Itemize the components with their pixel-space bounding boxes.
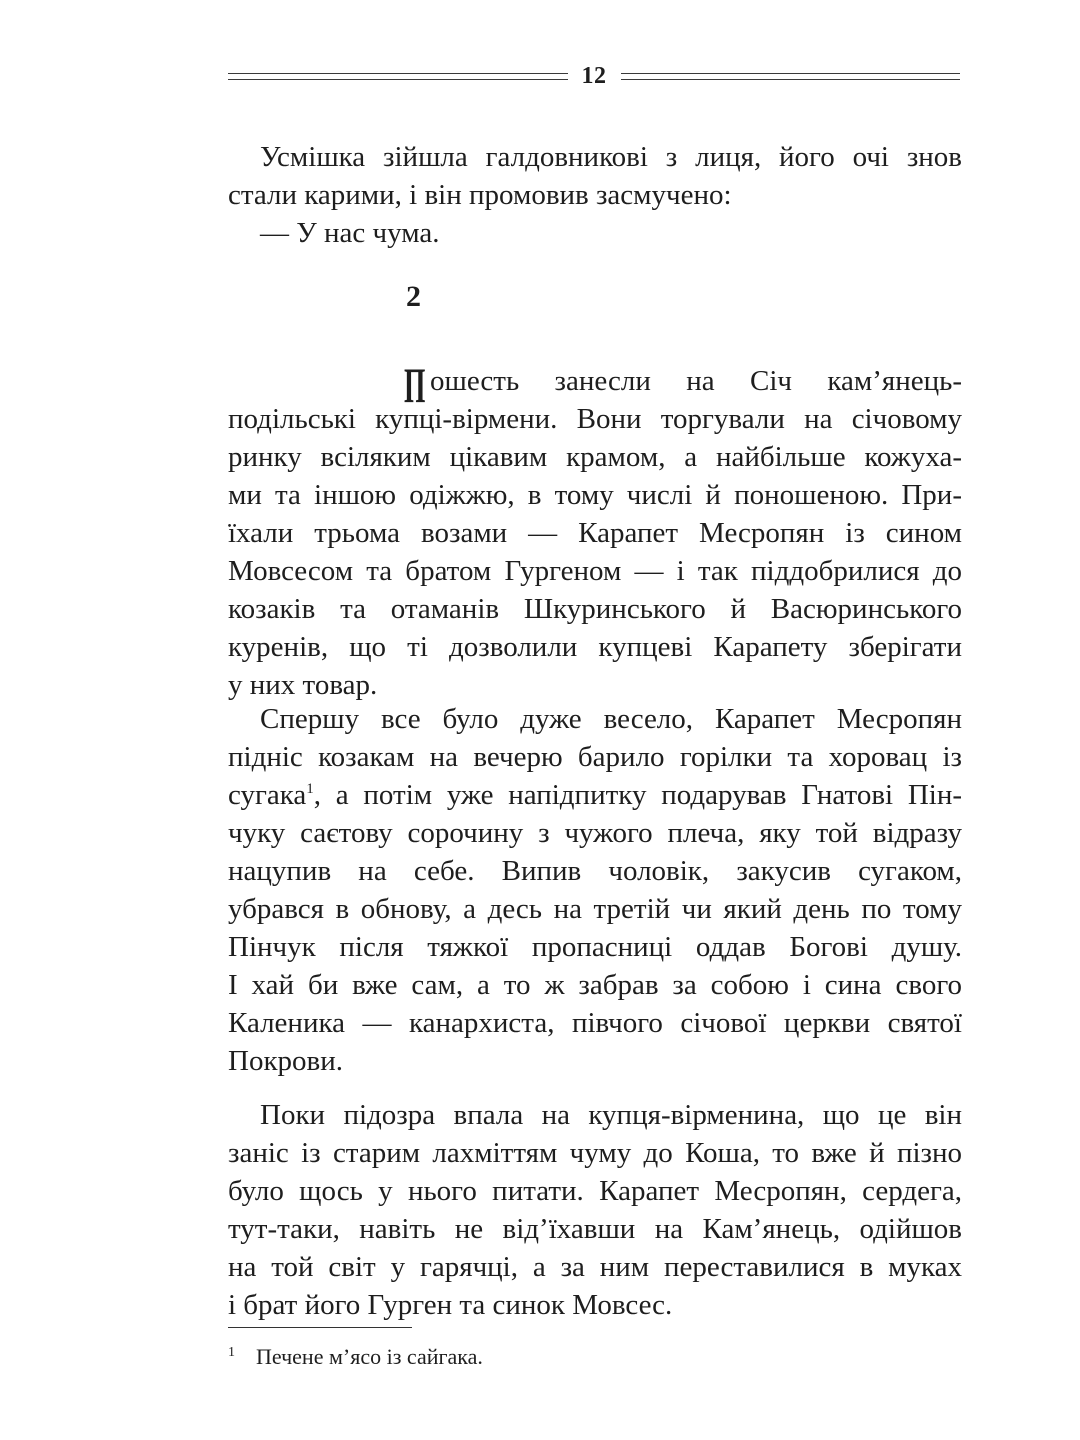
paragraph-3-line: Спершу все було дуже весело, Карапет Месропян (260, 703, 962, 735)
paragraph-3-line: убрався в обнову, а десь на третій чи який день по тому (228, 893, 962, 925)
drop-cap: П (404, 357, 426, 413)
paragraph-3-line: підніс козакам на вечерю барило горілки та хоровац із (228, 741, 962, 773)
paragraph-3-line: Пінчук після тяжкої пропасниці оддав Богові душу. (228, 931, 962, 963)
paragraph-2-line: куренів, що ті дозволили купцеві Карапету зберігати (228, 631, 962, 663)
paragraph-2-line: козаків та отаманів Шкуринського й Васюринського (228, 593, 962, 625)
paragraph-3-line: чуку саєтову сорочину з чужого плеча, яку той відразу (228, 817, 962, 849)
section-number: 2 (406, 280, 421, 313)
paragraph-1-line: Усмішка зійшла галдовникові з лиця, його очі знов (260, 141, 962, 173)
paragraph-2-line: ошесть занесли на Січ кам’янець- (430, 365, 962, 397)
footnote-marker: 1 (228, 1345, 235, 1360)
paragraph-4-line: і брат його Гурген та синок Мовсес. (228, 1289, 673, 1321)
paragraph-4-line: Поки підозра впала на купця-вірменина, що це він (260, 1099, 962, 1131)
footnote-text: Печене м’ясо із сайгака. (256, 1344, 483, 1369)
footnote (228, 1343, 483, 1371)
page-header (228, 58, 960, 94)
paragraph-4-line: тут-таки, навіть не від’їхавши на Кам’янець, одійшов (228, 1213, 962, 1245)
page-number: 12 (581, 62, 607, 89)
paragraph-2-line: їхали трьома возами — Карапет Месропян із сином (228, 517, 962, 549)
header-rule-left (228, 73, 568, 80)
paragraph-2-line: у них товар. (228, 669, 378, 701)
paragraph-3-line: Покрови. (228, 1045, 343, 1077)
footnote-divider (228, 1327, 412, 1328)
paragraph-4-line: на той світ у гарячці, а за ним переставилися в муках (228, 1251, 962, 1283)
paragraph-3-line-with-footnote (228, 776, 962, 814)
paragraph-2-line: Мовсесом та братом Гургеном — і так піддобрилися до (228, 555, 962, 587)
paragraph-1 (228, 138, 962, 252)
paragraph-4-line: було щось у нього питати. Карапет Месропян, сердега, (228, 1175, 962, 1207)
paragraph-3-text: сугака (228, 779, 307, 811)
paragraph-4 (228, 1096, 962, 1324)
paragraph-2-line: ми та іншою одіжжю, в тому числі й поношеною. При- (228, 479, 962, 511)
paragraph-2-line: подільські купці-вірмени. Вони торгували на січовому (228, 403, 962, 435)
paragraph-2-line: ринку всіляким цікавим крамом, а найбільше кожуха- (228, 441, 962, 473)
paragraph-3-line: І хай би вже сам, а то ж забрав за собою і сина свого (228, 969, 962, 1001)
paragraph-3-line: нацупив на себе. Випив чоловік, закусив сугаком, (228, 855, 962, 887)
paragraph-3 (228, 700, 962, 1080)
paragraph-2 (228, 357, 962, 704)
paragraph-4-line: заніс із старим лахміттям чуму до Коша, то вже й пізно (228, 1137, 962, 1169)
paragraph-3-text: , а потім уже напідпитку подарував Гнатові Пін- (313, 779, 962, 811)
paragraph-1-line: стали карими, і він промовив засмучено: (228, 179, 732, 211)
paragraph-3-line: Каленика — канархиста, півчого січової церкви святої (228, 1007, 962, 1039)
footnote-reference[interactable]: 1 (306, 781, 314, 797)
paragraph-2-first-line (228, 357, 962, 413)
header-rule-right (621, 73, 961, 80)
paragraph-1-line: — У нас чума. (260, 217, 440, 249)
